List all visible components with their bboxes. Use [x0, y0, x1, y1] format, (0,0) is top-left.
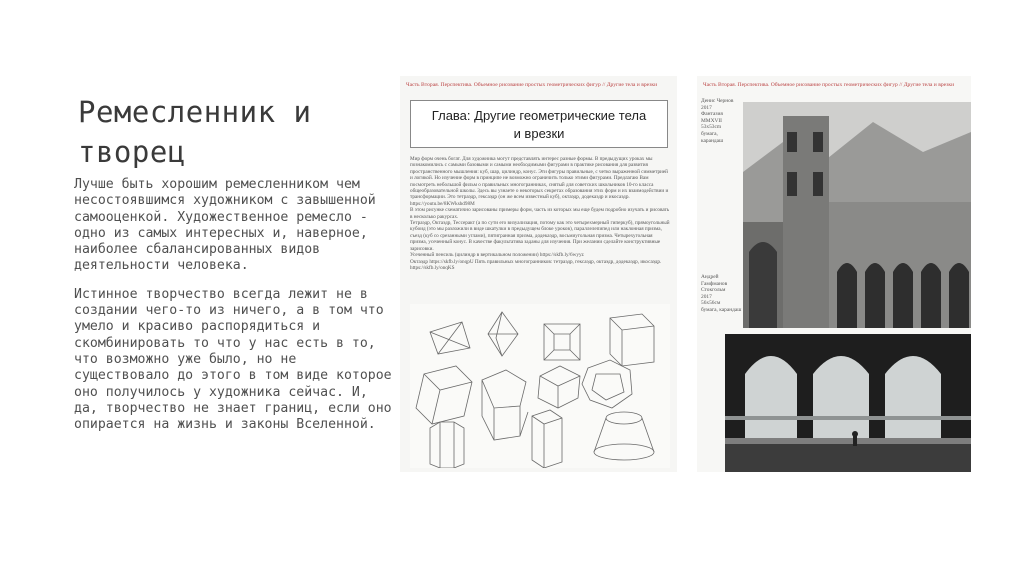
chapter-title-line2: и врезки	[513, 126, 565, 141]
intro-text-4: Усеченный пенсиль (цилиндр в вертикальном положении) https://skfb.ly/6wyyz	[410, 252, 584, 259]
slide-body	[74, 177, 392, 445]
caption1-line: MMXVII	[701, 117, 722, 124]
caption1-line: Фантазия	[701, 111, 723, 118]
caption2-line: Андрей	[701, 274, 719, 280]
intro-text-3: Тетраэдр, Октаэдр, Тессеракт (а по сути его визуализация, потому как это четырехмерный гиперкуб), прямоугольный кубоид (это мы разложили в виде шкатулки в предыдущем блоке уроков), параллелепипед или наклонная призма, съезд (куб со срезанными углами), пятигранная призма, додекаэдр, восьмиугольная призма. Четырехугольная призма, усеченный конус. В качестве факультатива заданы для изучения. При желании сделайте конструктивные зарисовки.	[410, 220, 670, 252]
artwork-caption-2	[701, 274, 743, 314]
caption2-line: бумага, карандаш	[701, 306, 742, 313]
slide-title: Ремесленник и творец	[78, 95, 312, 169]
caption1-line: бумага,	[701, 130, 718, 137]
book-page-left	[400, 76, 677, 472]
caption1-line: 2017	[701, 104, 712, 111]
artwork-caption-1	[701, 98, 741, 144]
artwork-colonnade	[725, 334, 971, 472]
caption2-line: 56x56см	[701, 300, 721, 307]
artwork-architecture	[743, 102, 971, 328]
caption2-line: Стокгольм	[701, 287, 726, 294]
page-header-right: Часть Вторая. Перспектива. Объемное рисование простых геометрических фигур // Другие тела и врезки	[703, 82, 955, 88]
intro-text-2: В этом рисунке схематично зарисованы примеры форм, часть из которых мы еще будем подробно изучать и рисовать в несколько ракурсах.	[410, 207, 670, 220]
book-page-right	[697, 76, 971, 472]
intro-text-5: Октаэдр https://skfb.ly/onqpU Пять правильных многогранников: тетраэдр, гексаэдр, октаэдр, додекаэдр, икосаэдр. https://skfb.ly/onqKS	[410, 258, 662, 271]
caption1-line: карандаш	[701, 137, 724, 144]
caption2-line: 2017	[701, 293, 712, 300]
chapter-title-line1: Глава: Другие геометрические тела	[431, 108, 647, 123]
intro-link: https://youtu.be/8KWkshd98M	[410, 200, 475, 207]
geometric-sketches	[410, 304, 670, 468]
page-header: Часть Вторая. Перспектива. Объемное рисование простых геометрических фигур // Другие тела и врезки	[406, 82, 658, 88]
paragraph-creativity: Истинное творчество всегда лежит не в создании чего-то из ничего, а в том что умело и красиво распорядиться и скомбинировать то что у нас есть в то, что возможно уже было, но не существовало до этого в том виде которое оно получилось у художника сейчас. И, да, творчество не знает границ, если оно опирается на жизнь и законы Вселенной.	[74, 286, 392, 433]
caption2-line: Гамфманов	[701, 280, 728, 287]
page-intro	[410, 156, 670, 271]
intro-text: Мир форм очень богат. Для художника могут представлять интерес разные формы. В предыдущих уроках мы познакомились с самыми базовыми и самыми необходимыми фигурами в практике рисования для развития пространственного мышления: куб, шар, цилиндр, конус. Эти фигуры правильные, с четко выраженной симметрией и логикой. Но изучение форм в принципе не возможно ограничить только этими фигурами. Предлагаю Вам посмотреть небольшой фильм о правильных многогранниках, снятый для советских школьников 10-го класса общеобразовательной школы. Здесь вы узнаете о некоторых секретах образования этих форм и их взаимодействии и трансформации. Это тетраэдр, гексаэдр (он же всем известный куб), октаэдр, додекаэдр и икосаэдр.	[410, 156, 669, 201]
caption1-line: Денис Чернов	[701, 98, 734, 104]
caption1-line: 53x53cm	[701, 124, 722, 131]
paragraph-craftsman: Лучше быть хорошим ремесленником чем несостоявшимся художником с завышенной самооценкой. Художественное ремесло - одно из самых интересных и, наверное, наиболее сбалансированных видов деятельности человека.	[74, 177, 376, 274]
chapter-title-box	[410, 100, 668, 148]
